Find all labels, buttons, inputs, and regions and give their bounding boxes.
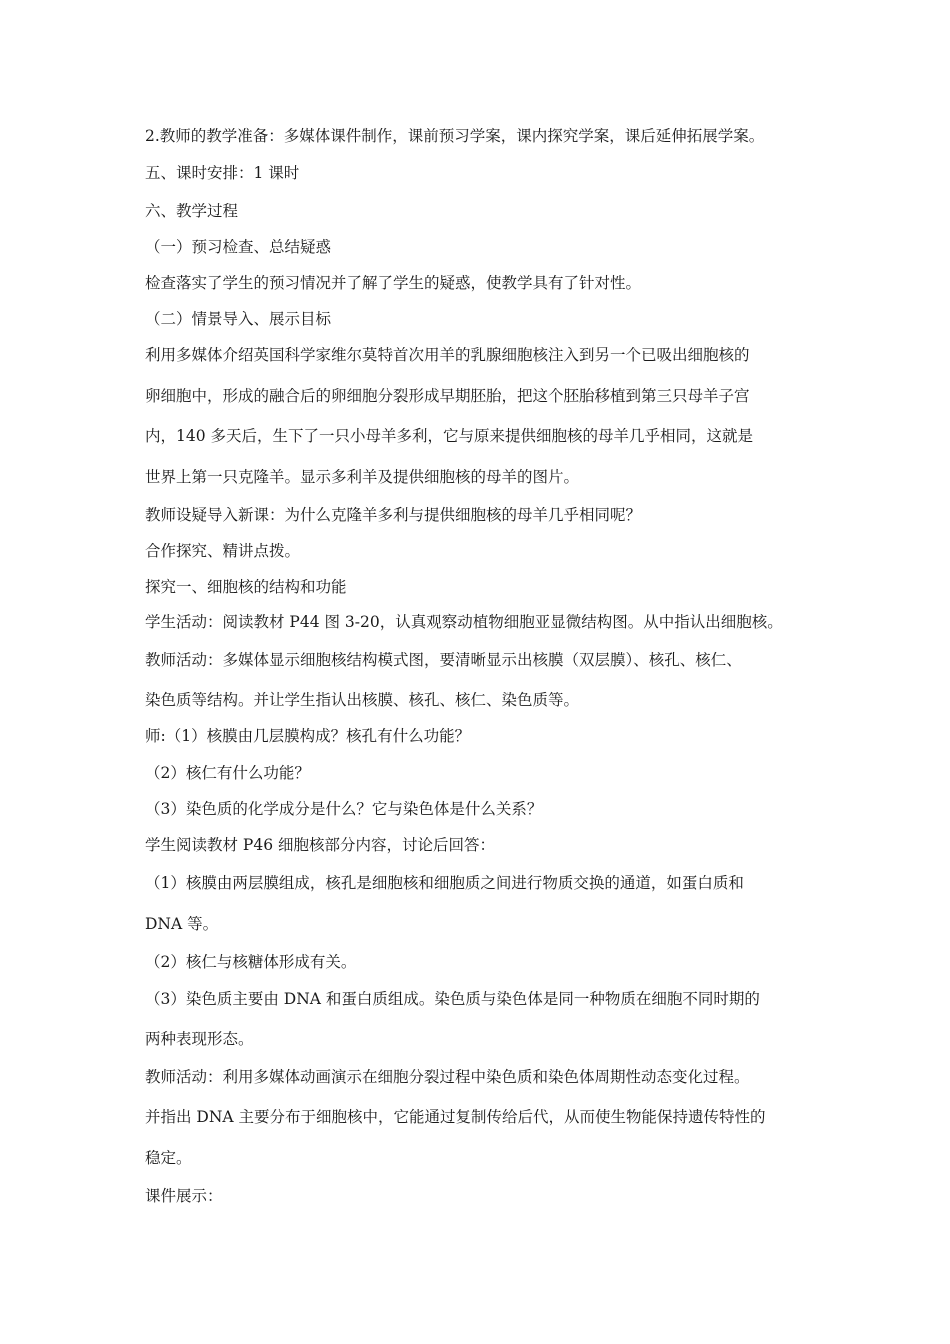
subsection-heading: （一）预习检查、总结疑惑 xyxy=(145,238,332,256)
text-line: （3）染色质的化学成分是什么？它与染色体是什么关系？ xyxy=(145,800,543,818)
text-line: 师:（1）核膜由几层膜构成？核孔有什么功能？ xyxy=(145,727,471,745)
subsection-heading: （二）情景导入、展示目标 xyxy=(145,310,332,328)
text-line: 学生活动：阅读教材 P44 图 3-20，认真观察动植物细胞亚显微结构图。从中指认出细胞核。 xyxy=(145,613,783,631)
text-line: DNA 等。 xyxy=(145,915,219,933)
text-line: 教师活动：利用多媒体动画演示在细胞分裂过程中染色质和染色体周期性动态变化过程。 xyxy=(145,1068,750,1086)
text-line: 教师设疑导入新课：为什么克隆羊多利与提供细胞核的母羊几乎相同呢？ xyxy=(145,506,642,524)
text-line: 探究一、细胞核的结构和功能 xyxy=(145,578,347,596)
text-line: （2）核仁与核糖体形成有关。 xyxy=(145,953,357,971)
text-line: 学生阅读教材 P46 细胞核部分内容，讨论后回答： xyxy=(145,836,496,854)
text-line: 五、课时安排：1 课时 xyxy=(145,164,300,182)
text-line: 教师活动：多媒体显示细胞核结构模式图，要清晰显示出核膜（双层膜）、核孔、核仁、 xyxy=(145,651,742,669)
text-line: （3）染色质主要由 DNA 和蛋白质组成。染色质与染色体是同一种物质在细胞不同时期的 xyxy=(145,990,760,1008)
text-line: 两种表现形态。 xyxy=(145,1030,254,1048)
text-line: 利用多媒体介绍英国科学家维尔莫特首次用羊的乳腺细胞核注入到另一个已吸出细胞核的 xyxy=(145,346,750,364)
text-line: 卵细胞中，形成的融合后的卵细胞分裂形成早期胚胎，把这个胚胎移植到第三只母羊子宫 xyxy=(145,387,750,405)
text-line: 世界上第一只克隆羊。显示多利羊及提供细胞核的母羊的图片。 xyxy=(145,468,580,486)
text-line: 合作探究、精讲点拨。 xyxy=(145,542,301,560)
text-line: 课件展示： xyxy=(145,1187,223,1205)
text-line: （2）核仁有什么功能？ xyxy=(145,764,310,782)
text-line: 并指出 DNA 主要分布于细胞核中，它能通过复制传给后代，从而使生物能保持遗传特性的 xyxy=(145,1108,766,1126)
text-line: 2.教师的教学准备：多媒体课件制作，课前预习学案，课内探究学案，课后延伸拓展学案。 xyxy=(145,127,765,145)
text-line: （1）核膜由两层膜组成，核孔是细胞核和细胞质之间进行物质交换的通道，如蛋白质和 xyxy=(145,874,744,892)
text-line: 染色质等结构。并让学生指认出核膜、核孔、核仁、染色质等。 xyxy=(145,691,580,709)
text-line: 内，140 多天后，生下了一只小母羊多利，它与原来提供细胞核的母羊几乎相同，这就是 xyxy=(145,427,754,445)
text-line: 检查落实了学生的预习情况并了解了学生的疑惑，使教学具有了针对性。 xyxy=(145,274,642,292)
text-line: 稳定。 xyxy=(145,1149,192,1167)
section-heading: 六、教学过程 xyxy=(145,202,239,220)
